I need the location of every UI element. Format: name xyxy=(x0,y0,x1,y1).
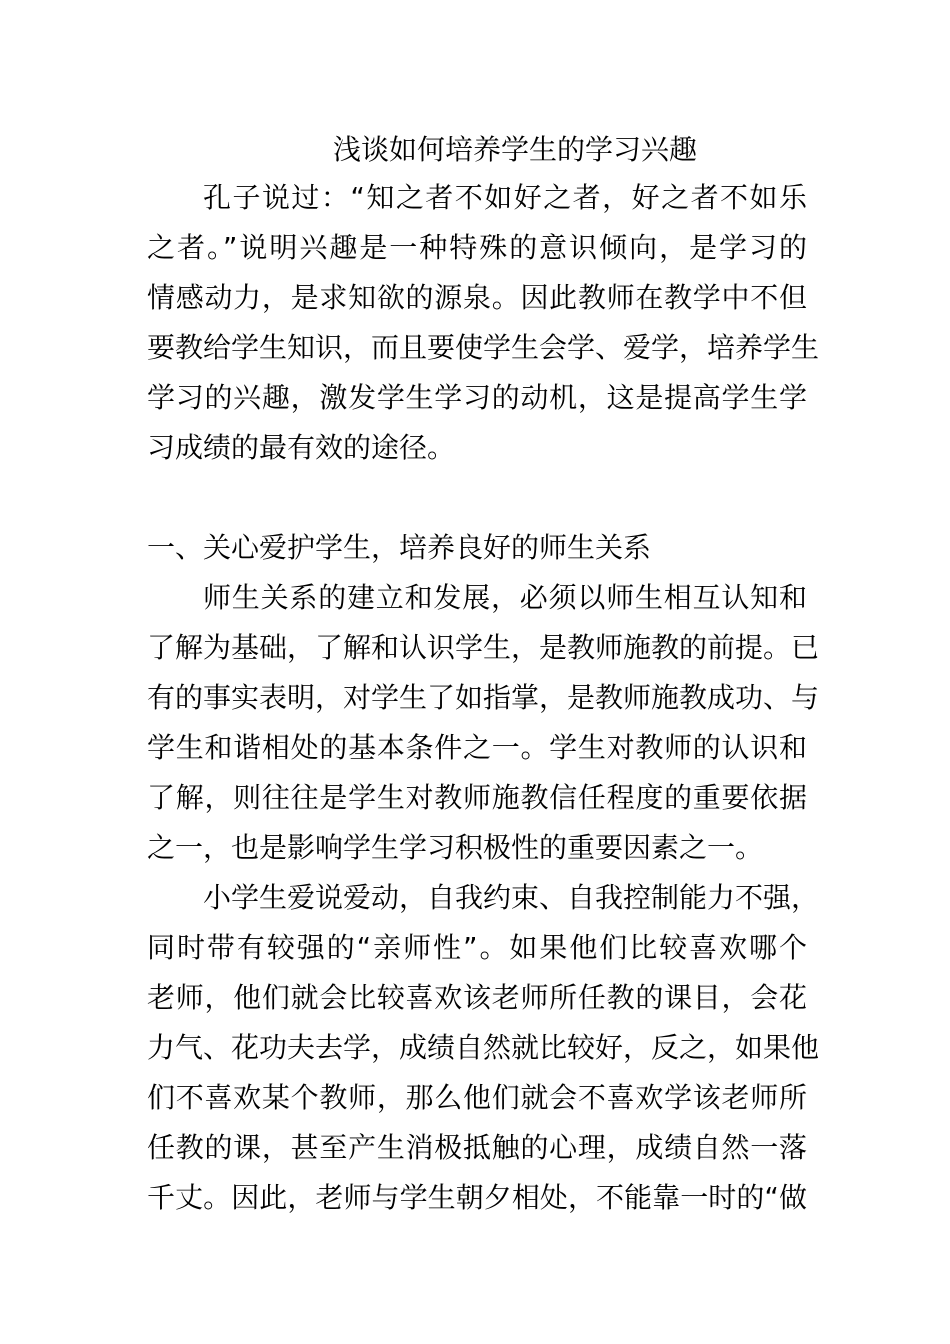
section-para2-line-1: 小学生爱说爱动，自我约束、自我控制能力不强， xyxy=(203,881,820,914)
section-para1-line-2: 了解为基础，了解和认识学生，是教师施教的前提。已 xyxy=(147,631,820,664)
section-para2-line-4: 力气、花功夫去学，成绩自然就比较好，反之，如果他 xyxy=(147,1031,820,1064)
intro-line-6: 习成绩的最有效的途径。 xyxy=(147,431,456,464)
intro-line-4: 要教给学生知识，而且要使学生会学、爱学，培养学生 xyxy=(147,331,820,364)
section-para2-line-2: 同时带有较强的“亲师性”。如果他们比较喜欢哪个 xyxy=(147,931,807,964)
intro-line-5: 学习的兴趣，激发学生学习的动机，这是提高学生学 xyxy=(147,381,807,414)
section-para2-line-7: 千丈。因此，老师与学生朝夕相处，不能靠一时的“做 xyxy=(147,1181,807,1214)
section-para1-line-3: 有的事实表明，对学生了如指掌，是教师施教成功、与 xyxy=(147,681,820,714)
intro-line-2: 之者。”说明兴趣是一种特殊的意识倾向，是学习的 xyxy=(147,231,807,264)
section-para1-line-1: 师生关系的建立和发展，必须以师生相互认知和 xyxy=(203,581,807,614)
document-title: 浅谈如何培养学生的学习兴趣 xyxy=(333,133,698,166)
intro-line-1: 孔子说过：“知之者不如好之者，好之者不如乐 xyxy=(203,181,807,214)
intro-line-3: 情感动力，是求知欲的源泉。因此教师在教学中不但 xyxy=(147,281,807,314)
section-para2-line-3: 老师，他们就会比较喜欢该老师所任教的课目，会花 xyxy=(147,981,807,1014)
section-heading: 一、关心爱护学生，培养良好的师生关系 xyxy=(147,531,652,564)
section-para1-line-4: 学生和谐相处的基本条件之一。学生对教师的认识和 xyxy=(147,731,807,764)
section-para2-line-6: 任教的课，甚至产生消极抵触的心理，成绩自然一落 xyxy=(147,1131,807,1164)
section-para2-line-5: 们不喜欢某个教师，那么他们就会不喜欢学该老师所 xyxy=(147,1081,807,1114)
section-para1-line-6: 之一，也是影响学生学习积极性的重要因素之一。 xyxy=(147,831,764,864)
section-para1-line-5: 了解，则往往是学生对教师施教信任程度的重要依据 xyxy=(147,781,807,814)
